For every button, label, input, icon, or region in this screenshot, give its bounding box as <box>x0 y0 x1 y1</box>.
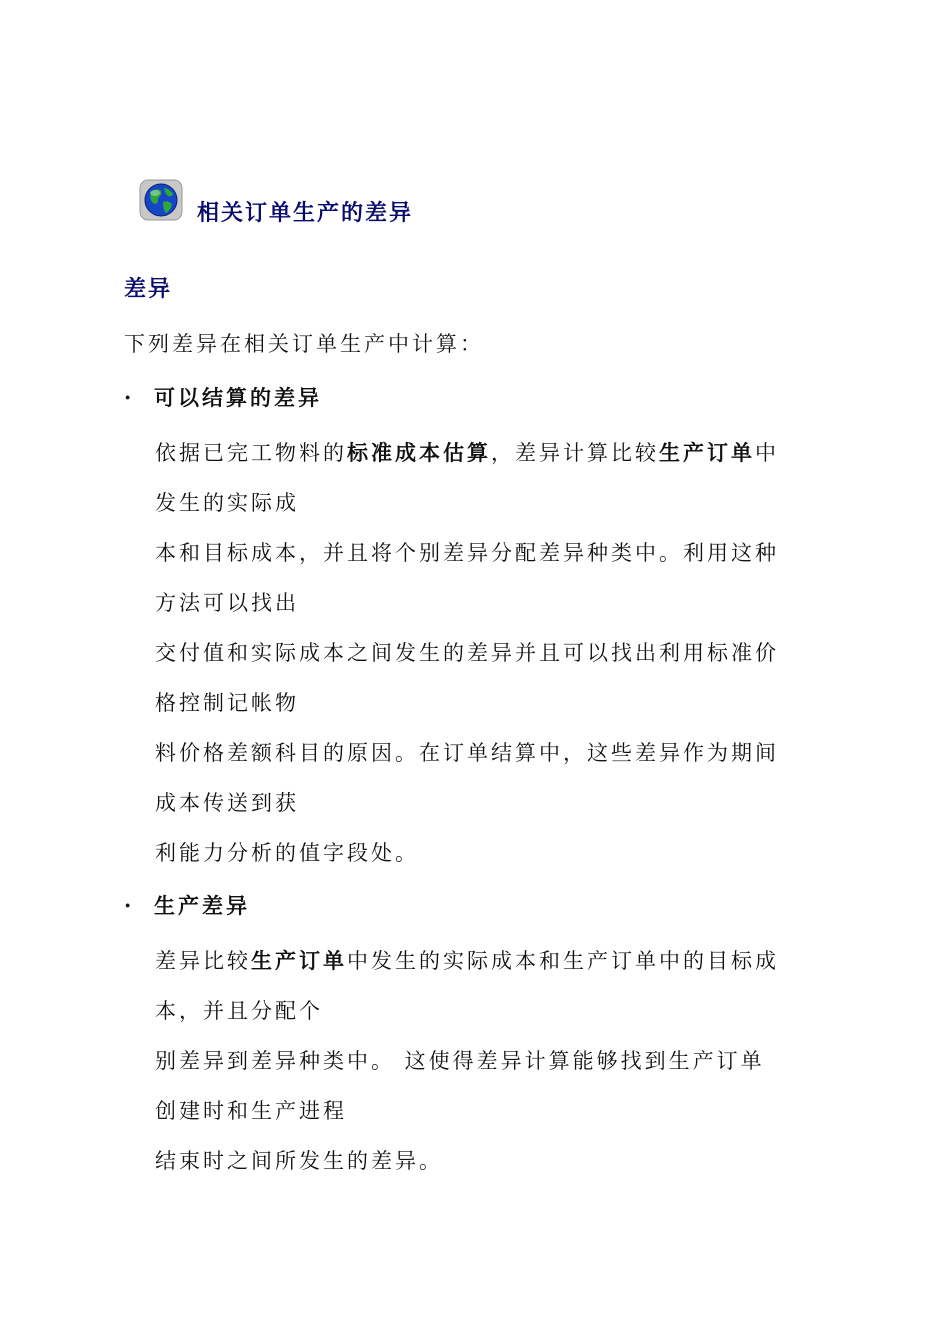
globe-icon <box>139 179 183 221</box>
bullet-marker: · <box>124 384 132 410</box>
paragraph-line: 结束时之间所发生的差异。 <box>155 1149 443 1173</box>
paragraph-line: 本，并且分配个 <box>155 999 323 1023</box>
bullet-item-production <box>124 890 250 920</box>
paragraph-line: 格控制记帐物 <box>155 691 299 715</box>
section-heading: 差异 <box>124 276 173 302</box>
document-title: 相关订单生产的差异 <box>197 199 414 226</box>
paragraph-line: 交付值和实际成本之间发生的差异并且可以找出利用标准价 <box>155 641 779 665</box>
paragraph-line: 差异比较生产订单中发生的实际成本和生产订单中的目标成 <box>155 948 779 973</box>
paragraph-line: 料价格差额科目的原因。在订单结算中，这些差异作为期间 <box>155 741 779 765</box>
paragraph-line: 利能力分析的值字段处。 <box>155 841 419 865</box>
paragraph-line: 方法可以找出 <box>155 591 299 615</box>
bullet-marker: · <box>124 892 132 918</box>
paragraph-line: 发生的实际成 <box>155 491 299 515</box>
bullet-label: 可以结算的差异 <box>154 385 322 410</box>
emphasis-text: 生产订单 <box>659 440 755 465</box>
paragraph-line: 依据已完工物料的标准成本估算，差异计算比较生产订单中 <box>155 440 779 465</box>
bullet-item-settleable <box>124 382 322 412</box>
intro-text: 下列差异在相关订单生产中计算： <box>124 332 484 356</box>
emphasis-text: 生产订单 <box>251 948 347 973</box>
bullet-label: 生产差异 <box>154 893 250 918</box>
paragraph-line: 成本传送到获 <box>155 791 299 815</box>
paragraph-line: 创建时和生产进程 <box>155 1099 347 1123</box>
paragraph-line: 本和目标成本，并且将个别差异分配差异种类中。利用这种 <box>155 541 779 565</box>
title-row <box>139 182 413 226</box>
paragraph-line: 别差异到差异种类中。 这使得差异计算能够找到生产订单 <box>155 1049 765 1073</box>
emphasis-text: 标准成本估算 <box>347 440 491 465</box>
